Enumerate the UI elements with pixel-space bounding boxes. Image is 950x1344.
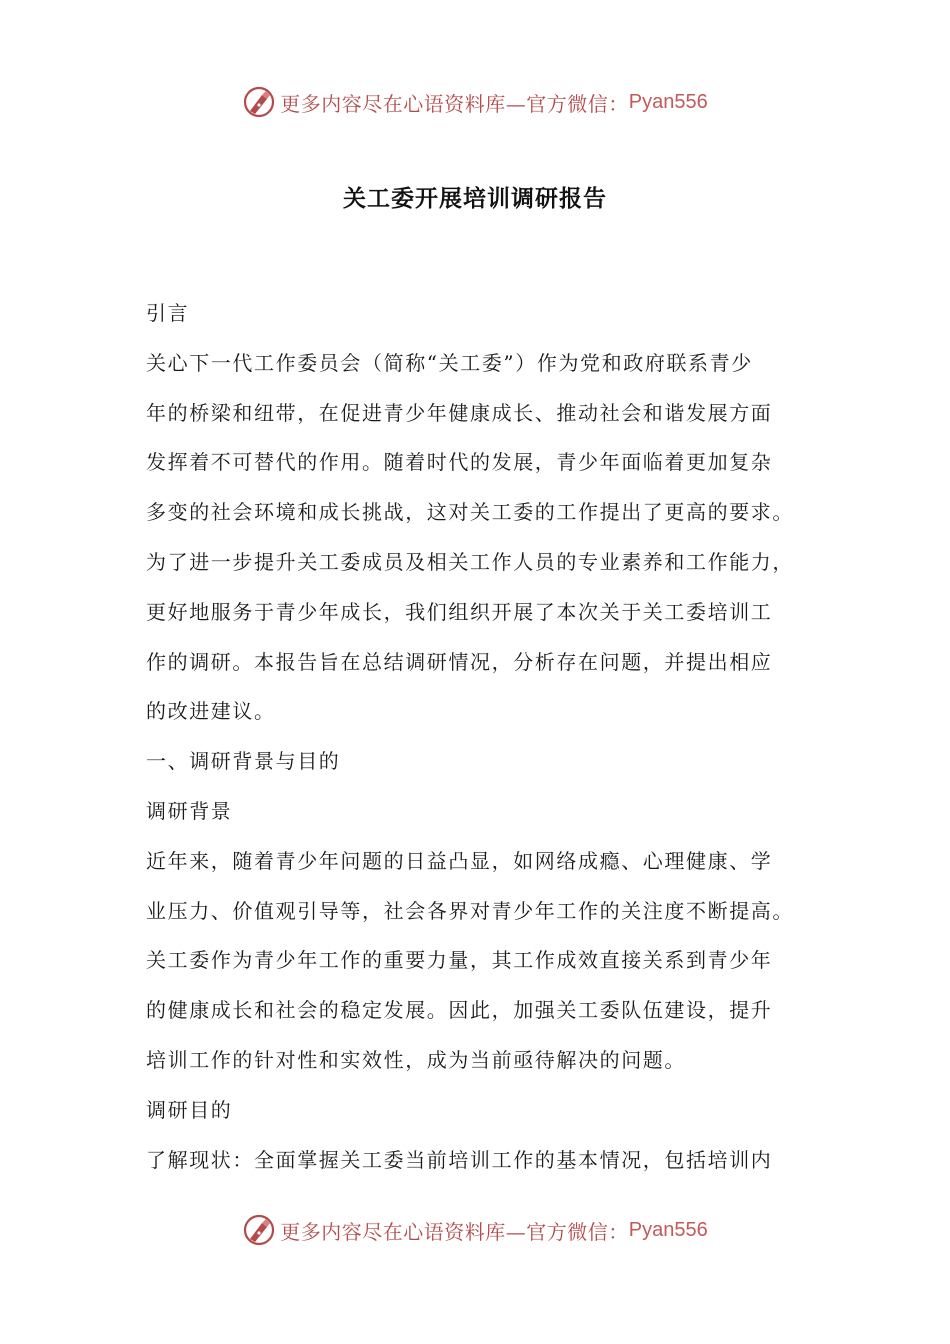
section-heading-intro: 引言 — [146, 301, 190, 325]
paragraph-line: 年的桥梁和纽带，在促进青少年健康成长、推动社会和谐发展方面 — [146, 400, 773, 425]
paragraph-line: 了解现状：全面掌握关工委当前培训工作的基本情况，包括培训内 — [146, 1147, 773, 1172]
paragraph-line: 业压力、价值观引导等，社会各界对青少年工作的关注度不断提高。 — [146, 898, 794, 923]
paragraph-line: 关工委作为青少年工作的重要力量，其工作成效直接关系到青少年 — [146, 948, 773, 973]
document-body — [146, 295, 811, 1191]
paragraph-line: 更好地服务于青少年成长，我们组织开展了本次关于关工委培训工 — [146, 599, 773, 624]
page-title: 关工委开展培训调研报告 — [343, 186, 607, 212]
paragraph-line: 培训工作的针对性和实效性，成为当前亟待解决的问题。 — [146, 1047, 686, 1072]
watermark-wechat-id: Pyan556 — [628, 90, 708, 113]
paragraph-line: 关心下一代工作委员会（简称“关工委”）作为党和政府联系青少 — [146, 350, 753, 375]
watermark-banner-top — [0, 82, 950, 122]
paragraph-line: 发挥着不可替代的作用。随着时代的发展，青少年面临着更加复杂 — [146, 450, 773, 475]
section-heading-background-purpose: 一、调研背景与目的 — [146, 749, 341, 774]
subheading-background: 调研背景 — [146, 798, 233, 823]
pen-nib-circle-icon — [242, 1213, 276, 1247]
pen-nib-circle-icon — [242, 85, 276, 119]
watermark-text: 更多内容尽在心语资料库—官方微信： — [280, 1219, 629, 1244]
watermark-banner-bottom — [0, 1210, 950, 1250]
watermark-wechat-id: Pyan556 — [628, 1218, 708, 1241]
paragraph-line: 作的调研。本报告旨在总结调研情况，分析存在问题，并提出相应 — [146, 649, 773, 674]
paragraph-line: 近年来，随着青少年问题的日益凸显，如网络成瘾、心理健康、学 — [146, 848, 773, 873]
subheading-purpose: 调研目的 — [146, 1097, 233, 1122]
paragraph-line: 多变的社会环境和成长挑战，这对关工委的工作提出了更高的要求。 — [146, 500, 794, 525]
paragraph-line: 的改进建议。 — [146, 699, 276, 724]
watermark-text: 更多内容尽在心语资料库—官方微信： — [280, 91, 629, 116]
paragraph-line: 的健康成长和社会的稳定发展。因此，加强关工委队伍建设，提升 — [146, 998, 773, 1023]
paragraph-line: 为了进一步提升关工委成员及相关工作人员的专业素养和工作能力， — [146, 549, 794, 574]
